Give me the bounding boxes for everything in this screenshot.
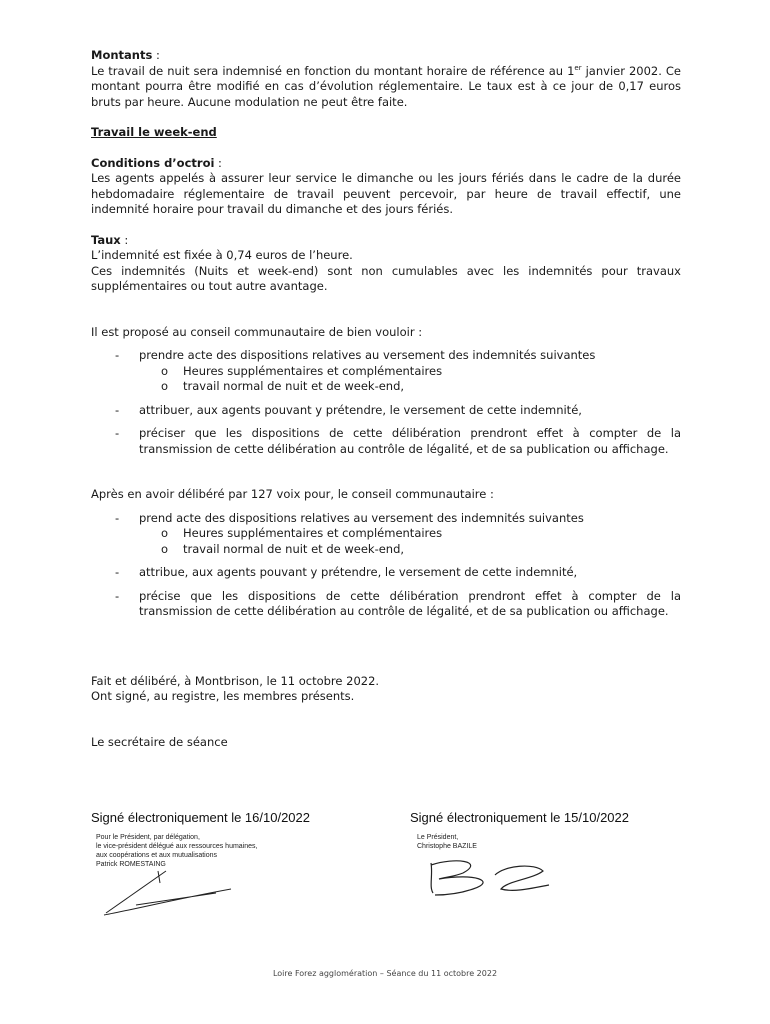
signature-line: le vice-président délégué aux ressources humaines, (96, 843, 258, 850)
list-item-text: attribue, aux agents pouvant y prétendre, le versement de cette indemnité, (139, 565, 578, 579)
signature-line: aux coopérations et aux mutualisations (96, 852, 218, 859)
list-item (91, 565, 681, 581)
signature-block-right (410, 810, 629, 899)
dash-marker: - (115, 426, 120, 440)
list-item (91, 348, 681, 364)
montants-text-before: Le travail de nuit sera indemnisé en fonction du montant horaire de référence au 1 (91, 63, 575, 78)
list-item-text: prend acte des dispositions relatives au versement des indemnités suivantes (139, 510, 584, 525)
sub-list-item (91, 526, 681, 542)
list-item-text: préciser que les dispositions de cette délibération prendront effet à compter de la transmission de cette délibération au contrôle de légalité, et de sa publication ou affichage. (139, 426, 681, 456)
list-item-text: attribuer, aux agents pouvant y prétendre, le versement de cette indemnité, (139, 402, 582, 417)
conditions-heading-suffix: : (214, 155, 222, 170)
sub-list-item (91, 379, 681, 395)
taux-heading: Taux (91, 232, 121, 247)
list-item (91, 589, 681, 620)
dash-marker: - (115, 588, 120, 603)
dash-marker: - (115, 565, 120, 579)
weekend-heading: Travail le week-end (91, 125, 217, 139)
closing-section (91, 674, 681, 705)
list-item-text: précise que les dispositions de cette délibération prendront effet à compter de la transmission de cette délibération au contrôle de légalité, et de sa publication ou affichage. (139, 588, 681, 618)
list-item-text: prendre acte des dispositions relatives au versement des indemnités suivantes (139, 348, 596, 362)
handwritten-signature-right (425, 855, 575, 899)
montants-heading-suffix: : (152, 48, 160, 62)
conditions-text: Les agents appelés à assurer leur service le dimanche ou les jours fériés dans le cadre de la durée hebdomadaire réglementaire de travail peuvent percevoir, par heure de travail effectif, une indemnité horaire pour travail du dimanche et des jours fériés. (91, 171, 681, 216)
proposal-intro: Il est proposé au conseil communautaire de bien vouloir : (91, 324, 423, 339)
taux-line-2: Ces indemnités (Nuits et week-end) sont non cumulables avec les indemnités pour travaux supplémentaires ou tout autre avantage. (91, 263, 681, 293)
list-item (91, 511, 681, 527)
signature-line: Pour le Président, par délégation, (96, 834, 200, 841)
sub-list-item-text: Heures supplémentaires et complémentaires (183, 363, 443, 378)
sub-list-item-text: travail normal de nuit et de week-end, (183, 379, 405, 393)
list-item (91, 403, 681, 419)
decision-intro: Après en avoir délibéré par 127 voix pour, le conseil communautaire : (91, 487, 494, 501)
taux-section (91, 233, 681, 295)
list-item (91, 426, 681, 457)
montants-section (91, 48, 681, 110)
closing-line-1: Fait et délibéré, à Montbrison, le 11 octobre 2022. (91, 673, 380, 688)
signature-details-right (417, 833, 629, 851)
signature-details-left (96, 833, 310, 869)
sub-list-item (91, 542, 681, 558)
signature-block-left (91, 810, 310, 919)
taux-heading-suffix: : (120, 232, 129, 247)
sub-list-item-text: travail normal de nuit et de week-end, (183, 541, 405, 556)
signature-title-right: Signé électroniquement le 15/10/2022 (410, 810, 629, 825)
signature-line: Christophe BAZILE (417, 843, 477, 850)
signature-title-left: Signé électroniquement le 16/10/2022 (91, 810, 310, 825)
montants-text-after: janvier 2002. Ce montant pourra être modifié en cas d’évolution réglementaire. Le taux est à ce jour de 0,17 euros bruts par heure. Aucune modulation ne peut être faite. (91, 63, 681, 109)
conditions-heading: Conditions d’octroi (91, 155, 215, 170)
handwritten-signature-left (96, 869, 236, 919)
signature-line: Patrick ROMESTAING (96, 861, 166, 868)
sub-list-item (91, 364, 681, 380)
montants-sup: er (574, 63, 582, 72)
sub-list-item-text: Heures supplémentaires et complémentaires (183, 526, 443, 540)
signature-line: Le Président, (417, 834, 459, 841)
proposal-list (91, 348, 681, 457)
bullet-marker: o (161, 363, 169, 378)
montants-heading: Montants (91, 48, 153, 62)
conditions-section (91, 156, 681, 218)
document-body (91, 48, 681, 750)
secretary-label: Le secrétaire de séance (91, 734, 228, 749)
dash-marker: - (115, 348, 120, 362)
bullet-marker: o (161, 541, 169, 556)
closing-line-2: Ont signé, au registre, les membres présents. (91, 689, 355, 703)
dash-marker: - (115, 402, 120, 417)
bullet-marker: o (161, 526, 169, 540)
taux-line-1: L’indemnité est fixée à 0,74 euros de l’heure. (91, 248, 353, 262)
page-footer: Loire Forez agglomération – Séance du 11 octobre 2022 (272, 969, 498, 978)
decision-list (91, 511, 681, 620)
dash-marker: - (115, 510, 120, 525)
bullet-marker: o (161, 379, 169, 393)
